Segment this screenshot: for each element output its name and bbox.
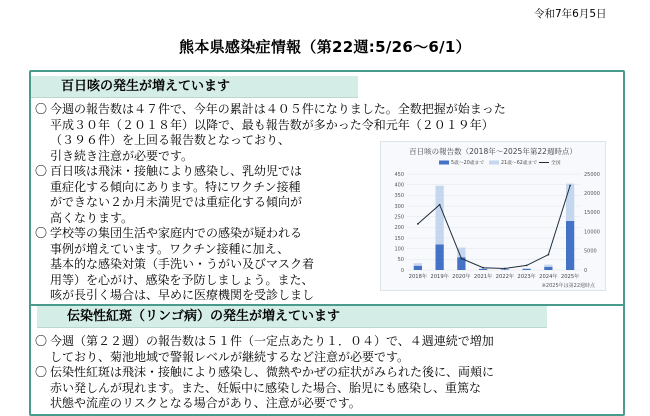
paragraph-line: 事例が増えています。ワクチン接種に加え、 <box>50 241 290 256</box>
x-tick-label: 2023年 <box>517 274 536 280</box>
y-tick-label: 250 <box>394 214 404 221</box>
y2-tick-label: 0 <box>584 267 588 274</box>
report-date: 令和7年6月5日 <box>534 8 607 20</box>
bar-5-20 <box>435 244 443 270</box>
paragraph-line: （３９６件）を上回る報告数となっており、 <box>50 133 291 147</box>
paragraph-line: 咳が長引く場合は、早めに医療機関を受診しまし <box>50 288 315 302</box>
section-erythema <box>29 304 625 416</box>
national-point <box>482 267 484 269</box>
bullet: 〇 <box>35 164 48 178</box>
x-tick-label: 2018年 <box>408 274 428 280</box>
national-point <box>417 223 419 225</box>
legend-label: 21歳～62歳まで <box>501 161 538 166</box>
bar-21-62 <box>435 186 443 245</box>
y-tick-label: 400 <box>394 182 404 189</box>
bar-5-20 <box>501 269 509 270</box>
paragraph-line: 伝染性紅斑は飛沫・接触により感染し、微熱やかぜの症状がみられた後に、両頬に <box>50 365 495 379</box>
bar-5-20 <box>566 221 574 270</box>
y-tick-label: 50 <box>397 257 404 264</box>
y2-tick-label: 10000 <box>584 229 600 236</box>
paragraph-line: 百日咳は飛沫・接触により感染し、乳幼児では <box>50 164 303 178</box>
page-title: 熊本県感染症情報（第22週:5/26〜6/1） <box>179 38 471 56</box>
chart-title: 百日咳の報告数（2018年～2025年第22週時点） <box>409 147 577 156</box>
bullet: 〇 <box>35 226 48 240</box>
x-tick-label: 2022年 <box>495 274 515 280</box>
bar-21-62 <box>544 265 552 267</box>
section-heading-erythema: 伝染性紅斑（リンゴ病）の発生が増えています <box>37 306 547 328</box>
x-tick-label: 2019年 <box>430 274 449 280</box>
national-point <box>547 254 549 256</box>
x-tick-label: 2020年 <box>452 274 471 280</box>
national-point <box>569 185 571 187</box>
y2-tick-label: 25000 <box>584 171 600 178</box>
y2-tick-label: 15000 <box>584 210 600 217</box>
bar-21-62 <box>522 268 530 269</box>
paragraph-line: 高くなります。 <box>50 210 134 225</box>
y-tick-label: 350 <box>394 193 404 200</box>
paragraph-line: 今週の報告数は４７件で、今年の累計は４０５件になりました。全数把握が始まった <box>50 102 506 116</box>
national-point <box>439 204 441 206</box>
paragraph-line: 学校等の集団生活や家庭内での感染が疑われる <box>50 226 303 240</box>
bullet: 〇 <box>35 102 48 116</box>
bar-5-20 <box>479 269 487 270</box>
national-point <box>526 264 528 266</box>
x-tick-label: 2021年 <box>473 274 493 280</box>
y-tick-label: 0 <box>400 267 404 274</box>
chart-svg <box>381 142 605 290</box>
national-point <box>504 268 506 270</box>
y-tick-label: 450 <box>394 171 404 178</box>
legend-swatch <box>489 161 499 165</box>
pertussis-chart <box>380 141 606 291</box>
paragraph-line: しており、菊池地域で警報レベルが継続するなど注意が必要です。 <box>50 349 410 364</box>
legend-label: 5歳～20歳まで <box>451 161 485 166</box>
legend-swatch <box>439 161 449 165</box>
bar-5-20 <box>544 267 552 270</box>
bullet: 〇 <box>35 365 48 379</box>
bullet: 〇 <box>35 334 48 348</box>
paragraph-line: 重症化する傾向にあります。特にワクチン接種 <box>50 179 301 194</box>
section-heading-pertussis: 百日咳の発生が増えています <box>31 76 358 98</box>
chart-footnote: ※2025年は第22週時点 <box>541 283 595 289</box>
bar-5-20 <box>522 269 530 270</box>
y-tick-label: 300 <box>394 203 404 210</box>
y-tick-label: 100 <box>394 246 404 253</box>
bar-21-62 <box>566 184 574 221</box>
y-tick-label: 150 <box>394 235 404 242</box>
paragraph-line: 引き続き注意が必要です。 <box>50 148 194 163</box>
legend-label: 全国 <box>551 161 561 166</box>
national-point <box>460 258 462 260</box>
paragraph-line: 状態や流産のリスクとなる場合があり、注意が必要です。 <box>50 396 361 410</box>
paragraph-line: 赤い発しんが現れます。また、妊娠中に感染した場合、胎児にも感染し、重篤な <box>50 380 482 395</box>
y-tick-label: 200 <box>394 225 404 232</box>
y2-tick-label: 5000 <box>584 248 597 255</box>
paragraph-line: ができない２か月未満児では重症化する傾向が <box>50 195 303 209</box>
paragraph-line: 平成３０年（２０１８年）以降で、最も報告数が多かった令和元年（２０１９年） <box>50 117 494 132</box>
x-tick-label: 2024年 <box>539 274 558 280</box>
paragraph-line: 用等）を心がけ、感染を予防しましょう。また、 <box>50 272 314 287</box>
paragraph-line: 今週（第２２週）の報告数は５１件（一定点あたり１．０４）で、４週連続で増加 <box>50 334 494 348</box>
y2-tick-label: 20000 <box>584 191 600 197</box>
paragraph-line: 基本的な感染対策（手洗い・うがい及びマスク着 <box>50 257 315 271</box>
bar-21-62 <box>414 263 422 266</box>
bar-5-20 <box>414 266 422 270</box>
x-tick-label: 2025年 <box>560 274 580 280</box>
